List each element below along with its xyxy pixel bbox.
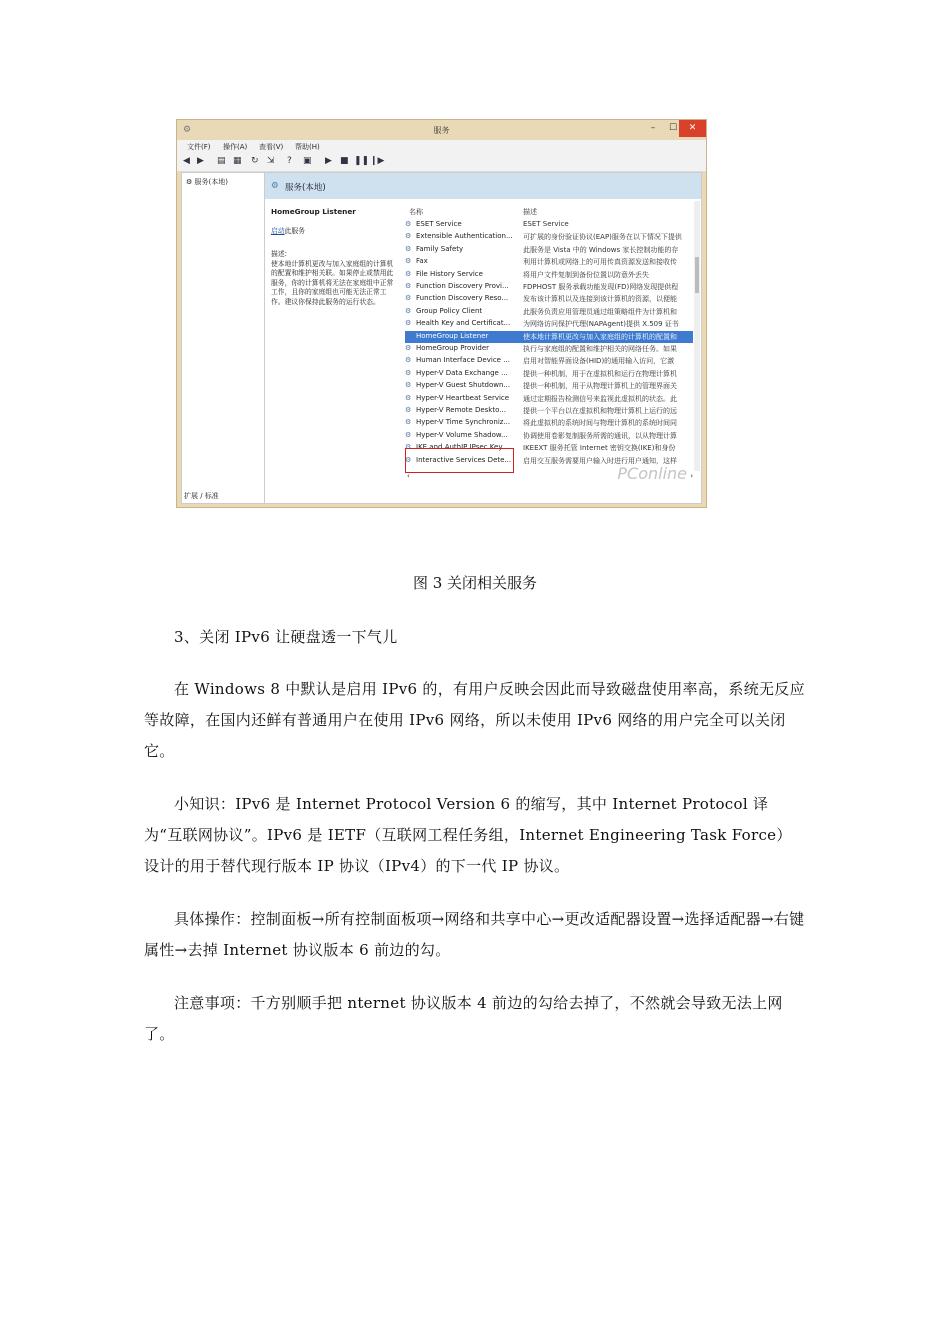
service-description: 协调使用卷影复制服务所需的通讯，以从物理计算 [523, 431, 677, 440]
window-title: 服务 [433, 126, 450, 135]
service-description: 执行与家庭组的配置和维护相关的网络任务。如果 [523, 345, 677, 353]
service-description: 启用交互服务需要用户输入时进行用户通知，这样 [523, 456, 677, 465]
export-icon[interactable]: ⇲ [267, 156, 275, 166]
service-row[interactable] [405, 306, 693, 318]
service-gear-icon: ⚙ [405, 331, 412, 340]
service-row[interactable] [405, 269, 693, 281]
service-description: 启用对智能界面设备(HID)的通用输入访问，它激 [523, 357, 675, 366]
service-name: Health Key and Certificat... [416, 319, 511, 328]
service-name: Function Discovery Provi... [416, 282, 509, 290]
scroll-left-icon[interactable]: ‹ [407, 472, 410, 480]
service-gear-icon: ⚙ [405, 282, 412, 290]
paragraph-intro: 在 Windows 8 中默认是启用 IPv6 的，有用户反映会因此而导致磁盘使用率高，系统无反应等故障，在国内还鲜有普通用户在使用 IPv6 网络，所以未使用 IPv6 网络的用户完全可以关闭它。 [144, 680, 805, 760]
service-description: 通过定期报告检测信号来监视此虚拟机的状态。此 [523, 394, 677, 403]
service-gear-icon: ⚙ [405, 406, 412, 414]
service-description: 发布该计算机以及连接到该计算机的资源，以便能 [523, 295, 677, 304]
service-row[interactable] [405, 318, 693, 330]
paragraph-note: 注意事项：千方别顺手把 nternet 协议版本 4 前边的勾给去掉了，不然就会导致无法上网了。 [144, 994, 783, 1043]
pane-header-title: 服务(本地) [285, 183, 326, 193]
service-row[interactable] [405, 380, 693, 392]
service-description: 将此虚拟机的系统时间与物理计算机的系统时间同 [523, 419, 677, 428]
service-row[interactable] [405, 331, 693, 343]
service-name: Fax [416, 257, 428, 266]
menu-file[interactable]: 文件(F) [187, 143, 211, 151]
list-view-icon[interactable]: ▦ [233, 156, 242, 166]
service-gear-icon: ⚙ [405, 306, 412, 315]
service-gear-icon: ⚙ [405, 220, 412, 228]
service-name: Human Interface Device ... [416, 356, 510, 365]
service-row[interactable] [405, 231, 693, 243]
maximize-button[interactable]: ☐ [668, 123, 678, 133]
service-description: 为网络访问保护代理(NAPAgent)提供 X.509 证书 [523, 320, 679, 329]
service-name: Family Safety [416, 244, 464, 253]
service-row[interactable] [405, 256, 693, 268]
service-name: HomeGroup Provider [416, 344, 490, 352]
service-name: Hyper-V Data Exchange ... [416, 368, 508, 377]
service-row[interactable] [405, 293, 693, 305]
service-name: ESET Service [416, 220, 462, 228]
service-gear-icon: ⚙ [405, 418, 412, 427]
service-gear-icon: ⚙ [405, 319, 412, 328]
stop-service-icon[interactable]: ■ [340, 156, 349, 166]
service-row[interactable] [405, 405, 693, 417]
forward-icon[interactable]: ▶ [197, 156, 204, 166]
service-row[interactable] [405, 417, 693, 429]
desc-text: 使本地计算机更改与加入家庭组的计算机的配置和维护相关联。如果停止或禁用此服务，你的计算机将无法在家庭组中正常工作，且你的家庭组也可能无法正常工作。建议你保持此服务的运行状态。 [271, 259, 394, 306]
service-gear-icon: ⚙ [405, 232, 412, 241]
service-gear-icon: ⚙ [405, 356, 412, 365]
console-tree-icon[interactable]: ▤ [217, 156, 226, 166]
menu-bar [177, 140, 706, 154]
menu-action[interactable]: 操作(A) [223, 143, 248, 151]
service-name: Group Policy Client [416, 306, 483, 315]
desc-label: 描述: [271, 250, 287, 258]
service-gear-icon: ⚙ [405, 294, 412, 303]
service-row[interactable] [405, 281, 693, 293]
highlight-box [405, 448, 514, 473]
paragraph-tip: 小知识：IPv6 是 Internet Protocol Version 6 的缩写，其中 Internet Protocol 译为“互联网协议”。IPv6 是 IETF（互联网工程任务组，Internet Engineering Task Force）设计的用于替代现行版本 IP 协议（IPv4）的下一代 IP 协议。 [144, 795, 792, 875]
service-description: 提供一种机制，用于从物理计算机上的管理界面关 [523, 382, 677, 391]
close-button[interactable]: ✕ [679, 120, 706, 137]
service-name: File History Service [416, 269, 483, 278]
selected-service-name: HomeGroup Listener [271, 207, 356, 216]
refresh-icon[interactable]: ↻ [251, 156, 259, 166]
service-description: IKEEXT 服务托管 Internet 密钥交换(IKE)和身份 [523, 444, 676, 453]
service-gear-icon: ⚙ [405, 368, 412, 377]
toolbar [177, 154, 706, 172]
service-name: Extensible Authentication... [416, 232, 513, 241]
menu-view[interactable]: 查看(V) [259, 143, 284, 151]
console-tree [182, 173, 265, 503]
service-name: IKE and AuthIP IPsec Key... [416, 443, 509, 452]
service-gear-icon: ⚙ [405, 430, 412, 439]
back-icon[interactable]: ◀ [183, 156, 190, 166]
gear-icon: ⚙ [186, 178, 193, 186]
start-service-link[interactable]: 启动 [271, 226, 285, 235]
service-description: 此服务负责应用管理员通过组策略组件为计算机和 [523, 307, 677, 316]
services-list [405, 201, 695, 467]
section-heading: 3、关闭 IPv6 让硬盘透一下气儿 [174, 628, 398, 646]
watermark: PConline [617, 464, 687, 483]
service-gear-icon: ⚙ [405, 244, 412, 253]
service-name: Hyper-V Time Synchroniz... [416, 418, 511, 427]
service-description: 提供一个平台以在虚拟机和物理计算机上运行的远 [523, 407, 677, 415]
service-description: 可扩展的身份验证协议(EAP)服务在以下情况下提供 [523, 233, 682, 242]
service-gear-icon: ⚙ [405, 393, 412, 402]
column-header-name[interactable]: 名称 [409, 208, 423, 216]
pause-service-icon[interactable]: ❚❚ [354, 156, 370, 166]
client-area [181, 172, 702, 504]
service-gear-icon: ⚙ [405, 344, 412, 352]
service-name: Hyper-V Volume Shadow... [416, 430, 508, 439]
service-row[interactable] [405, 393, 693, 405]
gear-icon: ⚙ [271, 181, 279, 191]
services-pane [265, 173, 701, 503]
service-row[interactable] [405, 430, 693, 442]
service-name: Hyper-V Guest Shutdown... [416, 381, 511, 390]
service-gear-icon: ⚙ [405, 443, 412, 452]
service-description: ESET Service [523, 220, 569, 228]
services-window-screenshot [176, 119, 707, 508]
menu-help[interactable]: 帮助(H) [295, 143, 320, 151]
help-icon[interactable]: ? [287, 156, 292, 166]
column-header-description[interactable]: 描述 [523, 208, 537, 216]
service-name: HomeGroup Listener [416, 331, 489, 340]
pane-header [265, 173, 701, 199]
service-description-panel [271, 207, 399, 307]
service-description: 提供一种机制，用于在虚拟机和运行在物理计算机 [523, 369, 677, 378]
properties-icon[interactable]: ▣ [303, 156, 312, 166]
tree-item-services-local[interactable]: ⚙ 服务(本地) [186, 178, 228, 186]
service-description: 将用户文件复制到备份位置以防意外丢失 [523, 270, 649, 279]
service-action-line: 启动此服务 [271, 226, 305, 235]
service-row[interactable] [405, 244, 693, 256]
service-row[interactable] [405, 355, 693, 367]
start-service-icon[interactable]: ▶ [325, 156, 332, 166]
scrollbar-thumb[interactable] [695, 257, 699, 293]
restart-service-icon[interactable]: ❙▶ [370, 156, 385, 166]
services-app-icon: ⚙ [183, 125, 192, 135]
service-name: Function Discovery Reso... [416, 294, 509, 303]
service-description: 使本地计算机更改与加入家庭组的计算机的配置和 [523, 332, 677, 341]
figure-caption: 图 3 关闭相关服务 [412, 574, 538, 592]
service-name: Hyper-V Heartbeat Service [416, 393, 510, 402]
minimize-button[interactable]: – [650, 123, 656, 133]
service-gear-icon: ⚙ [405, 455, 412, 464]
service-row[interactable] [405, 219, 693, 231]
service-gear-icon: ⚙ [405, 257, 412, 266]
service-row[interactable] [405, 343, 693, 355]
paragraph-steps: 具体操作：控制面板→所有控制面板项→网络和共享中心→更改适配器设置→选择适配器→右键属性→去掉 Internet 协议版本 6 前边的勾。 [144, 910, 805, 959]
service-description: FDPHOST 服务承载功能发现(FD)网络发现提供程 [523, 283, 679, 291]
service-description: 此服务是 Vista 中的 Windows 家长控制功能的存 [523, 245, 679, 254]
view-tabs[interactable]: 扩展 ∕ 标准 [184, 492, 219, 500]
service-gear-icon: ⚙ [405, 269, 412, 278]
service-gear-icon: ⚙ [405, 381, 412, 390]
service-name: Hyper-V Remote Deskto... [416, 406, 506, 414]
service-row[interactable] [405, 368, 693, 380]
service-description: 利用计算机或网络上的可用传真资源发送和接收传 [523, 258, 677, 267]
scroll-right-icon[interactable]: › [690, 472, 693, 480]
window-titlebar [177, 120, 706, 140]
service-name: Interactive Services Dete... [416, 455, 512, 464]
vertical-scrollbar[interactable] [694, 201, 700, 471]
